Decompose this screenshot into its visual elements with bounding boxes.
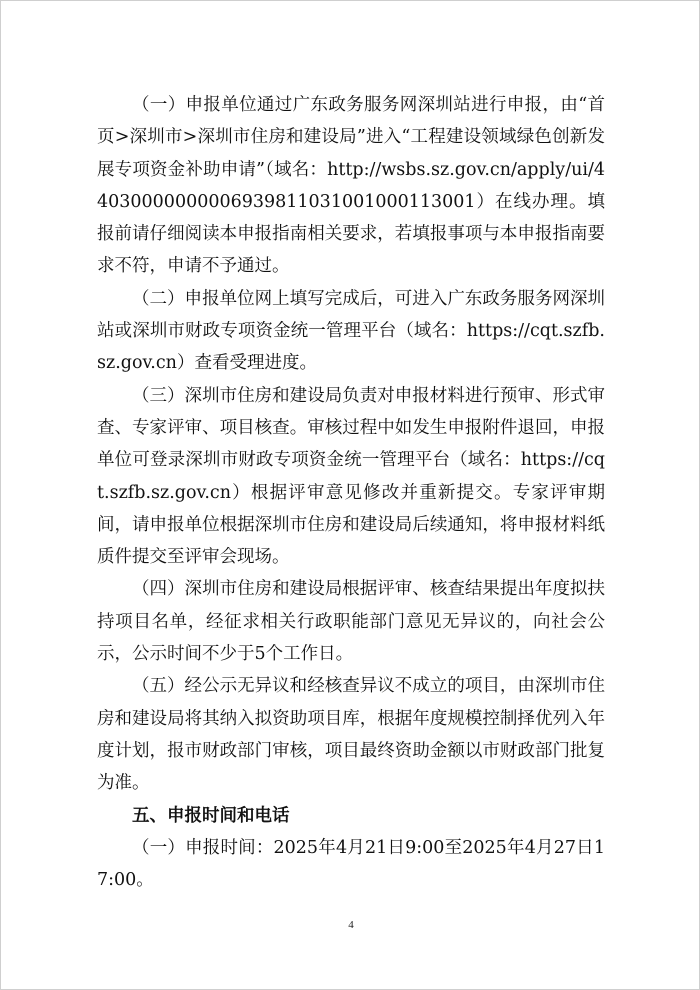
- paragraph-publicity: （四）深圳市住房和建设局根据评审、核查结果提出年度拟扶持项目名单，经征求相关行政职能部门意见无异议的，向社会公示，公示时间不少于5个工作日。: [97, 579, 605, 665]
- page-body: [97, 89, 605, 896]
- paragraph-check-progress: （二）申报单位网上填写完成后，可进入广东政务服务网深圳站或深圳市财政专项资金统一管理平台（域名：https://cqt.szfb.sz.gov.cn）查看受理进度。: [97, 288, 605, 374]
- paragraph-apply-time: （一）申报时间：2025年4月21日9:00至2025年4月27日17:00。: [97, 837, 605, 891]
- paragraph-apply-online: （一）申报单位通过广东政务服务网深圳站进行申报，由“首页>深圳市>深圳市住房和建设局”进入“工程建设领域绿色创新发展专项资金补助申请”（域名：http://wsbs.sz.gov.cn/apply/ui/44030000000006939811031001000113001）在线办理。填报前请仔细阅读本申报指南相关要求，若填报事项与本申报指南要求不符，申请不予通过。: [97, 95, 605, 277]
- page-number: 4: [348, 919, 354, 931]
- paragraph-review-process: （三）深圳市住房和建设局负责对申报材料进行预审、形式审查、专家评审、项目核查。审核过程中如发生申报附件退回，申报单位可登录深圳市财政专项资金统一管理平台（域名：https://cqt.szfb.sz.gov.cn）根据评审意见修改并重新提交。专家评审期间，请申报单位根据深圳市住房和建设局后续通知，将申报材料纸质件提交至评审会现场。: [97, 385, 605, 568]
- section-heading: 五、申报时间和电话: [132, 805, 290, 826]
- paragraph-funding-plan: （五）经公示无异议和经核查异议不成立的项目，由深圳市住房和建设局将其纳入拟资助项目库，根据年度规模控制择优列入年度计划，报市财政部门审核，项目最终资助金额以市财政部门批复为准。: [97, 676, 605, 794]
